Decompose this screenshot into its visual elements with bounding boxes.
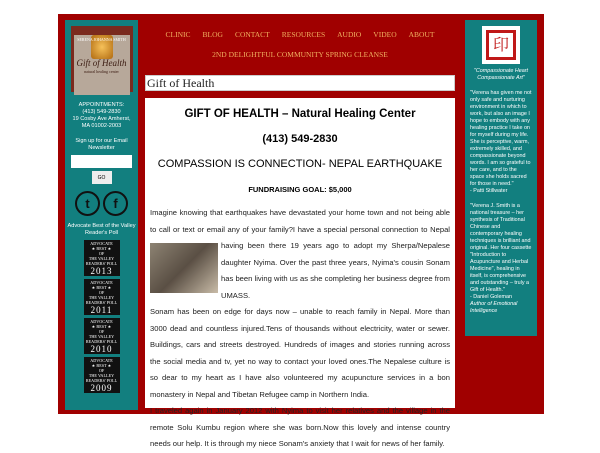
badge-l1: ADVOCATE — [90, 319, 113, 324]
badge-l1: ADVOCATE — [90, 280, 113, 285]
paragraph-2: I traveled again in January 2012 with Nyima to visit her relatives and the village in the remote Solu Kumbu region where she was born.Now this lovely and intense country needs our help. It is through my niece Sonam's anxiety that I wait for news of her family. — [150, 406, 450, 448]
badge-yr: 2010 — [90, 344, 113, 354]
badge-l1: ADVOCATE — [90, 358, 113, 363]
testimonial-2-author: - Daniel Goleman — [470, 294, 512, 300]
badge-l3: OF — [98, 329, 105, 334]
fundraising-goal: FUNDRAISING GOAL: $5,000 — [248, 185, 352, 194]
testimonial-2-author-title: Author of Emotional Intelligence — [470, 301, 518, 314]
motto: "Compassionate Heart Compassionate Art" — [473, 68, 529, 81]
badge-l2: ★ BEST ★ — [91, 324, 112, 329]
appointments-label: APPOINTMENTS: — [78, 102, 125, 108]
seal-glyph: 印 — [486, 30, 516, 60]
best-of-valley-badge — [84, 279, 120, 315]
badge-l4: THE VALLEY — [88, 334, 115, 339]
logo-subtitle: natural healing center — [84, 69, 119, 74]
heading-nepal-earthquake: COMPASSION IS CONNECTION- NEPAL EARTHQUAKE — [157, 158, 443, 170]
best-of-valley-badge — [84, 240, 120, 276]
paragraph-1a-cont: there 19 years ago to adopt my Sherpa/Nepalese daughter Nyima. Over the past three years, Nyima's cousin Sonam has been living with us as she completing her business degree from UMASS. — [221, 241, 451, 300]
paragraph-1a: Imagine knowing that earthquakes have devastated your home town and not being able to call or text or email any of your family?I have a special personal connection to Nepal having been — [150, 208, 450, 250]
nyima-photo — [150, 243, 218, 293]
appointments-phone: (413) 549-2830 — [82, 109, 121, 115]
badge-yr: 2013 — [90, 266, 113, 276]
appointments-info — [65, 102, 138, 130]
article-body — [150, 205, 450, 453]
badge-l4: THE VALLEY — [88, 295, 115, 300]
testimonial-1-author: - Patti Stillwater — [470, 188, 508, 194]
newsletter-label: Sign up for our Email Newsletter — [75, 138, 128, 151]
badge-l4: THE VALLEY — [88, 373, 115, 378]
badge-yr: 2009 — [90, 383, 113, 393]
newsletter-go-button[interactable]: GO — [92, 171, 112, 184]
badge-l3: OF — [98, 368, 105, 373]
best-of-valley-label: Advocate Best of the Valley Reader's Poll — [67, 223, 136, 236]
logo-top-text: SERENA JOHANNA SMITH — [77, 37, 126, 42]
newsletter-email-input[interactable] — [71, 155, 132, 168]
logo-name: Gift of Health — [76, 58, 127, 68]
nav-video[interactable]: VIDEO — [373, 30, 397, 39]
testimonial-1: "Verena has given me not only safe and nurturing environment in which to work, but also an image I hope to embody with any healing practice I take on for myself during my life. She is perceptive, warm, extremely skilled, and compassionate beyond words. I am so grateful to her care, and to the space she holds sacred for those in need." — [470, 90, 532, 187]
nav-spring-cleanse[interactable]: 2ND DELIGHTFUL COMMUNITY SPRING CLEANSE — [212, 50, 388, 59]
nav-about[interactable]: ABOUT — [408, 30, 435, 39]
heading-phone: (413) 549-2830 — [262, 133, 338, 145]
badge-l2: ★ BEST ★ — [91, 246, 112, 251]
facebook-icon[interactable]: f — [103, 191, 128, 216]
badge-l4: THE VALLEY — [88, 256, 115, 261]
page-title: Gift of Health — [145, 75, 455, 91]
badge-l2: ★ BEST ★ — [91, 285, 112, 290]
right-sidebar — [465, 20, 537, 336]
best-of-valley-badge — [84, 357, 120, 393]
testimonial-2: "Verena J. Smith is a national treasure – her synthesis of Traditional Chinese and contemporary healing techniques is brilliant and original. Her four cassette "Introduction to Acupuncture and Herbal Medicine", healing in itself, is comprehensive and outstanding – truly a Gift of Health." — [470, 203, 532, 293]
main-content — [145, 98, 455, 448]
badge-l5: READERS' POLL — [85, 378, 118, 383]
address-line-2: MA 01002-2003 — [81, 123, 122, 129]
left-sidebar — [65, 20, 138, 410]
seal-logo — [482, 26, 520, 64]
nav-contact[interactable]: CONTACT — [234, 30, 270, 39]
badge-l1: ADVOCATE — [90, 241, 113, 246]
twitter-icon[interactable]: t — [75, 191, 100, 216]
badge-l5: READERS' POLL — [85, 300, 118, 305]
heading-gift-of-health: GIFT OF HEALTH – Natural Healing Center — [184, 108, 416, 120]
nav-blog[interactable]: BLOG — [202, 30, 223, 39]
badge-l3: OF — [98, 251, 105, 256]
nav-clinic[interactable]: CLINIC — [165, 30, 191, 39]
gift-of-health-logo[interactable] — [71, 26, 133, 92]
paragraph-1b: Sonam has been on edge for days now – unable to reach family in Nepal. More than 3000 dead and countless injured.Tens of thousands without electricity, water or sewer. Buildings, cars and streets destroyed. Hundreds of images and stories running across the social media and tv, yet no way to contact your loved ones.The Nepalese culture is so dear to my heart as I have also volunteered my acupuncture services in a bon monastery in Nepal and Tibetan Refugee camp in Northern India. — [150, 307, 450, 399]
address-line-1: 19 Cosby Ave Amherst, — [72, 116, 131, 122]
badge-l5: READERS' POLL — [85, 261, 118, 266]
main-nav — [145, 30, 455, 59]
best-of-valley-badge — [84, 318, 120, 354]
badge-l5: READERS' POLL — [85, 339, 118, 344]
badge-l3: OF — [98, 290, 105, 295]
nav-resources[interactable]: RESOURCES — [281, 30, 326, 39]
nav-audio[interactable]: AUDIO — [337, 30, 362, 39]
badge-yr: 2011 — [90, 305, 113, 315]
badge-l2: ★ BEST ★ — [91, 363, 112, 368]
